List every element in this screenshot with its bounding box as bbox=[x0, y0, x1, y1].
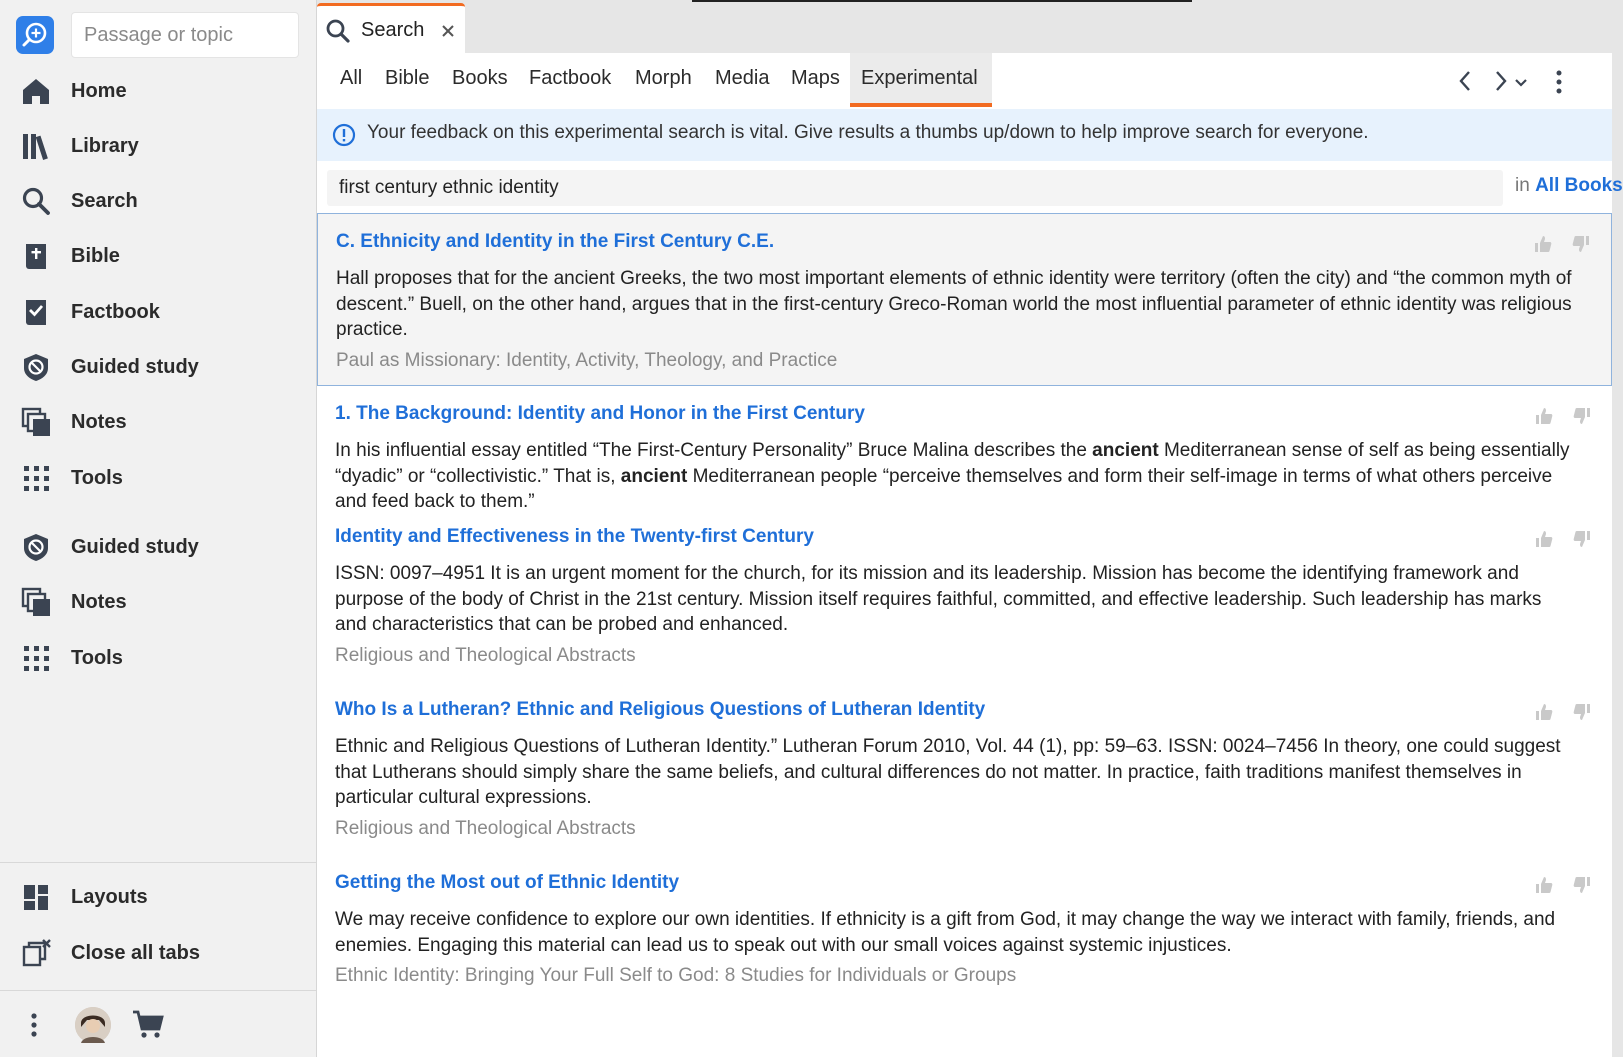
chevron-down-icon[interactable] bbox=[1514, 75, 1528, 93]
info-icon bbox=[332, 123, 356, 152]
result-title[interactable]: Identity and Effectiveness in the Twenty-first Century bbox=[335, 526, 814, 547]
sidebar-item-tools[interactable] bbox=[0, 452, 316, 504]
thumbs-down-icon[interactable] bbox=[1572, 406, 1592, 426]
result-feedback bbox=[1533, 234, 1591, 254]
search-panel bbox=[317, 53, 1623, 1057]
notes-icon bbox=[19, 405, 53, 439]
sidebar-item-guided-study[interactable] bbox=[0, 521, 316, 573]
sidebar-item-library[interactable] bbox=[0, 120, 316, 172]
tab-experimental[interactable]: Experimental bbox=[861, 67, 978, 89]
passage-search-input[interactable] bbox=[71, 12, 299, 58]
thumbs-down-icon[interactable] bbox=[1572, 529, 1592, 549]
search-result[interactable] bbox=[317, 509, 1612, 679]
tab-books[interactable]: Books bbox=[452, 67, 508, 89]
result-feedback bbox=[1534, 406, 1592, 426]
banner-text: Your feedback on this experimental search is vital. Give results a thumbs up/down to help improve search for everyone. bbox=[367, 122, 1369, 143]
category-tabs bbox=[317, 53, 1612, 110]
search-result[interactable] bbox=[317, 855, 1612, 1005]
sidebar-item-label: Home bbox=[71, 79, 127, 102]
result-snippet bbox=[335, 438, 1575, 515]
sidebar-item-label: Tools bbox=[71, 646, 123, 669]
sidebar-item-label: Close all tabs bbox=[71, 941, 200, 964]
result-feedback bbox=[1534, 702, 1592, 722]
sidebar-item-label: Factbook bbox=[71, 300, 160, 323]
active-tab-indicator bbox=[850, 103, 992, 107]
tab-bible[interactable]: Bible bbox=[385, 67, 430, 89]
sidebar-item-label: Layouts bbox=[71, 885, 148, 908]
result-title[interactable]: Getting the Most out of Ethnic Identity bbox=[335, 872, 680, 893]
result-snippet: ISSN: 0097–4951 It is an urgent moment for the church, for its mission and its leadership. Mission has become the identifying framework and purpose of the body of Christ in the 21st century. Mission itself requires faithful, committed, and effective leadership. Such leadership has marks and characteristics that can be probed and enhanced. bbox=[335, 563, 1542, 635]
feedback-banner bbox=[317, 109, 1612, 161]
sidebar-item-label: Guided study bbox=[71, 535, 199, 558]
result-title[interactable]: 1. The Background: Identity and Honor in the First Century bbox=[335, 403, 865, 424]
snippet-highlight: ancient bbox=[1092, 440, 1159, 461]
sidebar-bottom-bar bbox=[0, 990, 316, 1057]
more-options-icon[interactable] bbox=[28, 1012, 40, 1043]
window-top-edge bbox=[692, 0, 1192, 2]
library-icon bbox=[19, 129, 53, 163]
sidebar-item-notes[interactable] bbox=[0, 396, 316, 448]
scope-prefix: in bbox=[1515, 175, 1530, 196]
sidebar-item-home[interactable] bbox=[0, 65, 316, 117]
sidebar-item-label: Notes bbox=[71, 590, 127, 613]
sidebar-item-close-all-tabs[interactable] bbox=[0, 927, 316, 979]
sidebar-item-label: Search bbox=[71, 189, 138, 212]
sidebar-divider bbox=[0, 862, 316, 863]
search-result[interactable] bbox=[317, 213, 1612, 386]
thumbs-down-icon[interactable] bbox=[1571, 234, 1591, 254]
thumbs-up-icon[interactable] bbox=[1534, 406, 1554, 426]
sidebar-item-factbook[interactable] bbox=[0, 286, 316, 338]
result-title[interactable]: C. Ethnicity and Identity in the First Century C.E. bbox=[336, 231, 775, 252]
panel-menu-icon[interactable] bbox=[1554, 69, 1564, 100]
search-query-input[interactable] bbox=[327, 170, 1503, 206]
close-tab-icon[interactable] bbox=[441, 24, 455, 43]
factbook-icon bbox=[19, 295, 53, 329]
thumbs-up-icon[interactable] bbox=[1534, 529, 1554, 549]
guided-study-icon bbox=[19, 350, 53, 384]
sidebar-item-bible[interactable] bbox=[0, 230, 316, 282]
sidebar-item-guided-study[interactable] bbox=[0, 341, 316, 393]
search-icon bbox=[19, 184, 53, 218]
sidebar-item-label: Bible bbox=[71, 244, 120, 267]
bible-icon bbox=[19, 239, 53, 273]
result-source[interactable]: Paul as Missionary: Identity, Activity, Theology, and Practice bbox=[336, 350, 838, 371]
snippet-text: Mediterranean sense of self as being essentially “dyadic” or “collectivistic.” That is, bbox=[335, 440, 1570, 487]
sidebar-item-tools[interactable] bbox=[0, 632, 316, 684]
sidebar-item-layouts[interactable] bbox=[0, 871, 316, 923]
tab-maps[interactable]: Maps bbox=[791, 67, 840, 89]
sidebar-item-notes[interactable] bbox=[0, 576, 316, 628]
thumbs-down-icon[interactable] bbox=[1572, 875, 1592, 895]
result-feedback bbox=[1534, 875, 1592, 895]
search-icon bbox=[325, 18, 351, 49]
thumbs-up-icon[interactable] bbox=[1534, 702, 1554, 722]
tools-icon bbox=[19, 641, 53, 675]
forward-arrow-icon[interactable] bbox=[1493, 69, 1509, 98]
sidebar-item-label: Tools bbox=[71, 466, 123, 489]
tab-morph[interactable]: Morph bbox=[635, 67, 692, 89]
tab-factbook[interactable]: Factbook bbox=[529, 67, 612, 89]
guided-study-icon bbox=[19, 530, 53, 564]
result-source[interactable]: Ethnic Identity: Bringing Your Full Self to God: 8 Studies for Individuals or Groups bbox=[335, 965, 1017, 986]
result-snippet: Ethnic and Religious Questions of Lutheran Identity.” Lutheran Forum 2010, Vol. 44 (1), pp: 59–63. ISSN: 0024–7456 In theory, one could suggest that Lutherans should simply share the same beliefs, and cultural differences do not matter. In practice, faith traditions manifest themselves in particular cultural expressions. bbox=[335, 736, 1561, 808]
tab-all[interactable]: All bbox=[340, 67, 363, 89]
snippet-text: In his influential essay entitled “The First-Century Personality” Bruce Malina describes the bbox=[335, 440, 1093, 461]
search-result[interactable] bbox=[317, 386, 1612, 516]
tab-search[interactable] bbox=[317, 3, 465, 55]
result-snippet: Hall proposes that for the ancient Greeks, the two most important elements of ethnic identity were territory (often the city) and “the common myth of descent.” Buell, on the other hand, argues that in the first-century Greco-Roman world the most influential parameter of ethnic identity was religious practice. bbox=[336, 268, 1572, 340]
home-icon bbox=[19, 74, 53, 108]
search-scope bbox=[1515, 175, 1623, 197]
search-result[interactable] bbox=[317, 682, 1612, 852]
app-logo-button[interactable] bbox=[16, 16, 54, 54]
thumbs-down-icon[interactable] bbox=[1572, 702, 1592, 722]
sidebar-item-label: Guided study bbox=[71, 355, 199, 378]
scope-link[interactable]: All Books bbox=[1535, 175, 1623, 196]
snippet-highlight: ancient bbox=[620, 465, 688, 487]
sidebar bbox=[0, 0, 317, 1057]
sidebar-item-search[interactable] bbox=[0, 175, 316, 227]
logos-search-icon bbox=[21, 21, 49, 49]
close-all-tabs-icon bbox=[19, 936, 53, 970]
main-area bbox=[317, 0, 1623, 1057]
cart-icon[interactable] bbox=[132, 1010, 164, 1045]
avatar[interactable] bbox=[75, 1007, 111, 1043]
tools-icon bbox=[19, 461, 53, 495]
tab-media[interactable]: Media bbox=[715, 67, 770, 89]
result-feedback bbox=[1534, 529, 1592, 549]
tab-label: Search bbox=[361, 19, 425, 41]
snippet-text: Mediterranean people “perceive themselves and form their self-image in terms of what others perceive and feed back to them.” bbox=[335, 465, 1553, 512]
sidebar-item-label: Notes bbox=[71, 410, 127, 433]
sidebar-item-label: Library bbox=[71, 134, 139, 157]
result-snippet: We may receive confidence to explore our own identities. If ethnicity is a gift from God, it may change the way we interact with family, friends, and enemies. Engaging this material can lead us to speak out with our small voices against systemic injustices. bbox=[335, 909, 1556, 956]
notes-icon bbox=[19, 585, 53, 619]
layouts-icon bbox=[19, 880, 53, 914]
thumbs-up-icon[interactable] bbox=[1533, 234, 1553, 254]
result-source[interactable]: Religious and Theological Abstracts bbox=[335, 645, 636, 666]
thumbs-up-icon[interactable] bbox=[1534, 875, 1554, 895]
result-source[interactable]: Religious and Theological Abstracts bbox=[335, 818, 636, 839]
result-title[interactable]: Who Is a Lutheran? Ethnic and Religious Questions of Lutheran Identity bbox=[335, 699, 986, 720]
back-arrow-icon[interactable] bbox=[1457, 69, 1473, 98]
